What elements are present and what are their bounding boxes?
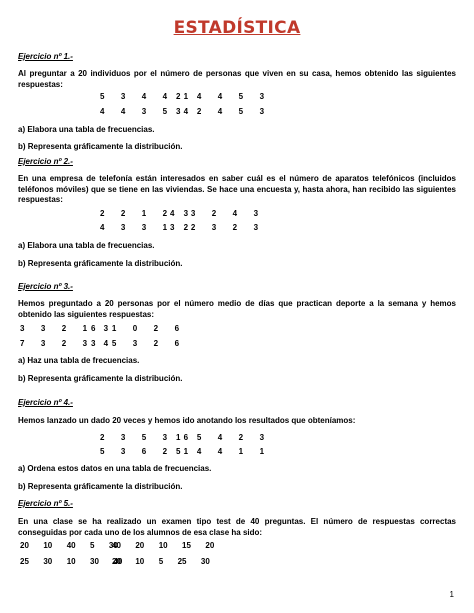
exercise-4-data-row: 5 4 4 1 1 [176,447,265,456]
exercise-2-text: En una empresa de telefonía están interesados en saber cuál es el número de aparatos telefónicos (incluidos teléfonos móviles) que se tiene en las viviendas. Se hace una encuesta y, hasta ahora, han recibido las siguientes respuestas: [18,174,456,204]
exercise-5-data-row: 20 10 40 5 30 [20,541,118,550]
exercise-3-data-row: 3 5 3 2 6 [91,339,180,348]
exercise-5-data-row: 20 10 5 25 30 [112,557,210,566]
exercise-1-task-a: a) Elabora una tabla de frecuencias. [18,125,155,134]
exercise-3-data-row: 7 3 2 3 4 [20,339,109,348]
exercise-3-data-row: 6 1 0 2 6 [91,324,180,333]
exercise-3-heading: Ejercicio nº 3.- [18,282,73,291]
exercise-2-heading: Ejercicio nº 2.- [18,157,73,166]
page-title: ESTADÍSTICA [173,18,301,38]
exercise-1-data-row: 3 2 4 5 3 [176,107,265,116]
exercise-4-text: Hemos lanzado un dado 20 veces y hemos ido anotando los resultados que obteníamos: [18,416,356,425]
exercise-2-data-row: 4 3 2 4 3 [170,209,259,218]
exercise-1-task-b: b) Representa gráficamente la distribución. [18,142,183,151]
exercise-3-text: Hemos preguntado a 20 personas por el número medio de días que practican deporte a la semana y hemos obtenido las siguientes respuestas: [18,299,456,319]
exercise-4-task-a: a) Ordena estos datos en una tabla de frecuencias. [18,464,212,473]
exercise-5-data-row: 40 20 10 15 20 [112,541,215,550]
exercise-1-heading: Ejercicio nº 1.- [18,52,73,61]
page-number: 1 [449,590,454,599]
exercise-2-data-row: 4 3 3 1 2 [100,223,189,232]
exercise-4-data-row: 1 5 4 2 3 [176,433,265,442]
exercise-1-data-row: 5 3 4 4 1 [100,92,189,101]
exercise-1-data-row: 2 4 4 5 3 [176,92,265,101]
exercise-2-data-row: 3 2 3 2 3 [170,223,259,232]
exercise-4-heading: Ejercicio nº 4.- [18,398,73,407]
exercise-3-task-b: b) Representa gráficamente la distribución. [18,374,183,383]
exercise-4-task-b: b) Representa gráficamente la distribución. [18,482,183,491]
exercise-2-task-b: b) Representa gráficamente la distribución. [18,259,183,268]
exercise-2-data-row: 2 2 1 2 3 [100,209,189,218]
exercise-5-data-row: 25 30 10 30 40 [20,557,123,566]
exercise-4-data-row: 2 3 5 3 6 [100,433,189,442]
exercise-1-text: Al preguntar a 20 individuos por el número de personas que viven en su casa, hemos obtenido las siguientes respuestas: [18,69,456,89]
exercise-3-data-row: 3 3 2 1 3 [20,324,109,333]
exercise-2-task-a: a) Elabora una tabla de frecuencias. [18,241,155,250]
exercise-3-task-a: a) Haz una tabla de frecuencias. [18,356,140,365]
exercise-5-heading: Ejercicio nº 5.- [18,499,73,508]
exercise-1-data-row: 4 4 3 5 4 [100,107,189,116]
exercise-5-text: En una clase se ha realizado un examen tipo test de 40 preguntas. El número de respuestas correctas conseguidas por cada uno de los alumnos de esa clase ha sido: [18,517,456,537]
exercise-4-data-row: 5 3 6 2 1 [100,447,189,456]
